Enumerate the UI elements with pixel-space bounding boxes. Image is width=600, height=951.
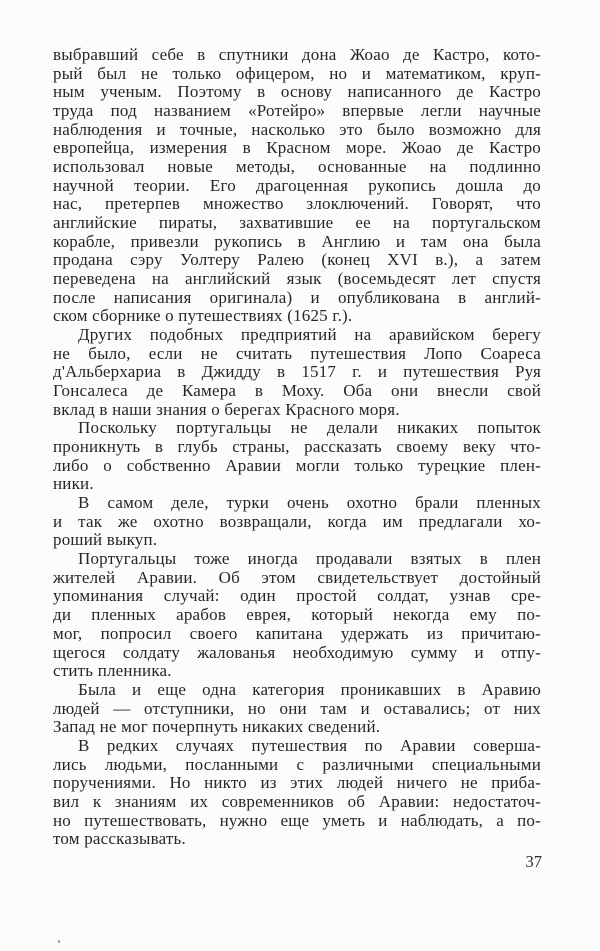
body-text [53, 46, 541, 849]
text-line: ным ученым. Поэтому в основу написанного де Кастро [53, 82, 541, 102]
text-line: использовал новые методы, основанные на подлинно [53, 157, 541, 177]
paragraph [53, 494, 541, 550]
text-line: людей — отступники, но они там и оставались; от них [53, 698, 541, 718]
paragraph [53, 326, 541, 419]
paragraph [53, 681, 541, 737]
text-line: продана сэру Уолтеру Ралею (конец XVI в.), а затем [53, 250, 541, 270]
text-line: выбравший себе в спутники дона Жоао де Кастро, кото- [53, 45, 541, 64]
text-line: европейца, измерения в Красном море. Жоао де Кастро [53, 138, 541, 158]
text-line: и так же охотно возвращали, когда им предлагали хо- [53, 511, 541, 531]
scan-speck [58, 940, 60, 943]
text-line: Была и еще одна категория проникавших в Аравию [78, 679, 541, 699]
text-line: Запад не мог почерпнуть никаких сведений. [53, 717, 381, 737]
text-line: ском сборнике о путешествиях (1625 г.). [53, 306, 353, 326]
paragraph [53, 46, 541, 326]
text-line: ди пленных арабов еврея, который некогда ему по- [53, 605, 541, 625]
text-line: стить пленника. [53, 661, 172, 681]
text-line: нас, претерпев множество злоключений. Говорят, что [53, 194, 541, 214]
text-line: рый был не только офицером, но и математиком, круп- [53, 63, 541, 83]
text-line: В редких случаях путешествия по Аравии соверша- [78, 735, 541, 755]
text-line: научной теории. Его драгоценная рукопись дошла до [53, 175, 541, 195]
text-line: корабле, привезли рукопись в Англию и там она была [53, 231, 541, 251]
text-line: переведена на английский язык (восемьдесят лет спустя [53, 269, 541, 289]
text-line: Других подобных предприятий на аравийском берегу [78, 325, 541, 345]
text-line: английские пираты, захватившие ее на португальском [53, 213, 541, 233]
text-line: д'Альберхариа в Джидду в 1517 г. и путешествия Руя [53, 362, 541, 382]
text-line: роший выкуп. [53, 530, 158, 550]
text-line: но путешествовать, нужно еще уметь и наблюдать, а по- [53, 810, 541, 830]
text-line: Португальцы тоже иногда продавали взятых в плен [78, 549, 541, 569]
page-number: 37 [525, 852, 542, 871]
text-line: Гонсалеса де Камера в Моху. Оба они внесли свой [53, 381, 541, 401]
text-line: после написания оригинала) и опубликована в англий- [53, 287, 541, 307]
text-line: том рассказывать. [53, 829, 186, 849]
text-line: упоминания случай: один простой солдат, узнав сре- [53, 586, 541, 606]
text-line: вил к знаниям их современников об Аравии: недостаточ- [53, 791, 541, 811]
text-line: лись людьми, посланными с различными специальными [53, 754, 541, 774]
text-line: вклад в наши знания о берегах Красного моря. [53, 399, 400, 419]
text-line: В самом деле, турки очень охотно брали пленных [78, 493, 541, 513]
text-line: проникнуть в глубь страны, рассказать своему веку что- [53, 437, 541, 457]
text-line: поручениями. Но никто из этих людей ничего не приба- [53, 773, 541, 793]
paragraph [53, 419, 541, 494]
text-line: ники. [53, 474, 94, 494]
text-line: Поскольку португальцы не делали никаких попыток [78, 418, 541, 438]
text-line: жителей Аравии. Об этом свидетельствует достойный [53, 567, 541, 587]
text-line: либо о собственно Аравии могли только турецкие плен- [53, 455, 541, 475]
paragraph [53, 737, 541, 849]
text-line: труда под названием «Ротейро» впервые легли научные [53, 101, 541, 121]
text-line: щегося солдату жалованья необходимую сумму и отпу- [53, 642, 541, 662]
text-line: мог, попросил своего капитана удержать из причитаю- [53, 623, 541, 643]
text-line: наблюдения и точные, насколько это было возможно для [53, 119, 541, 139]
paragraph [53, 550, 541, 681]
text-line: не было, если не считать путешествия Лопо Соареса [53, 343, 541, 363]
